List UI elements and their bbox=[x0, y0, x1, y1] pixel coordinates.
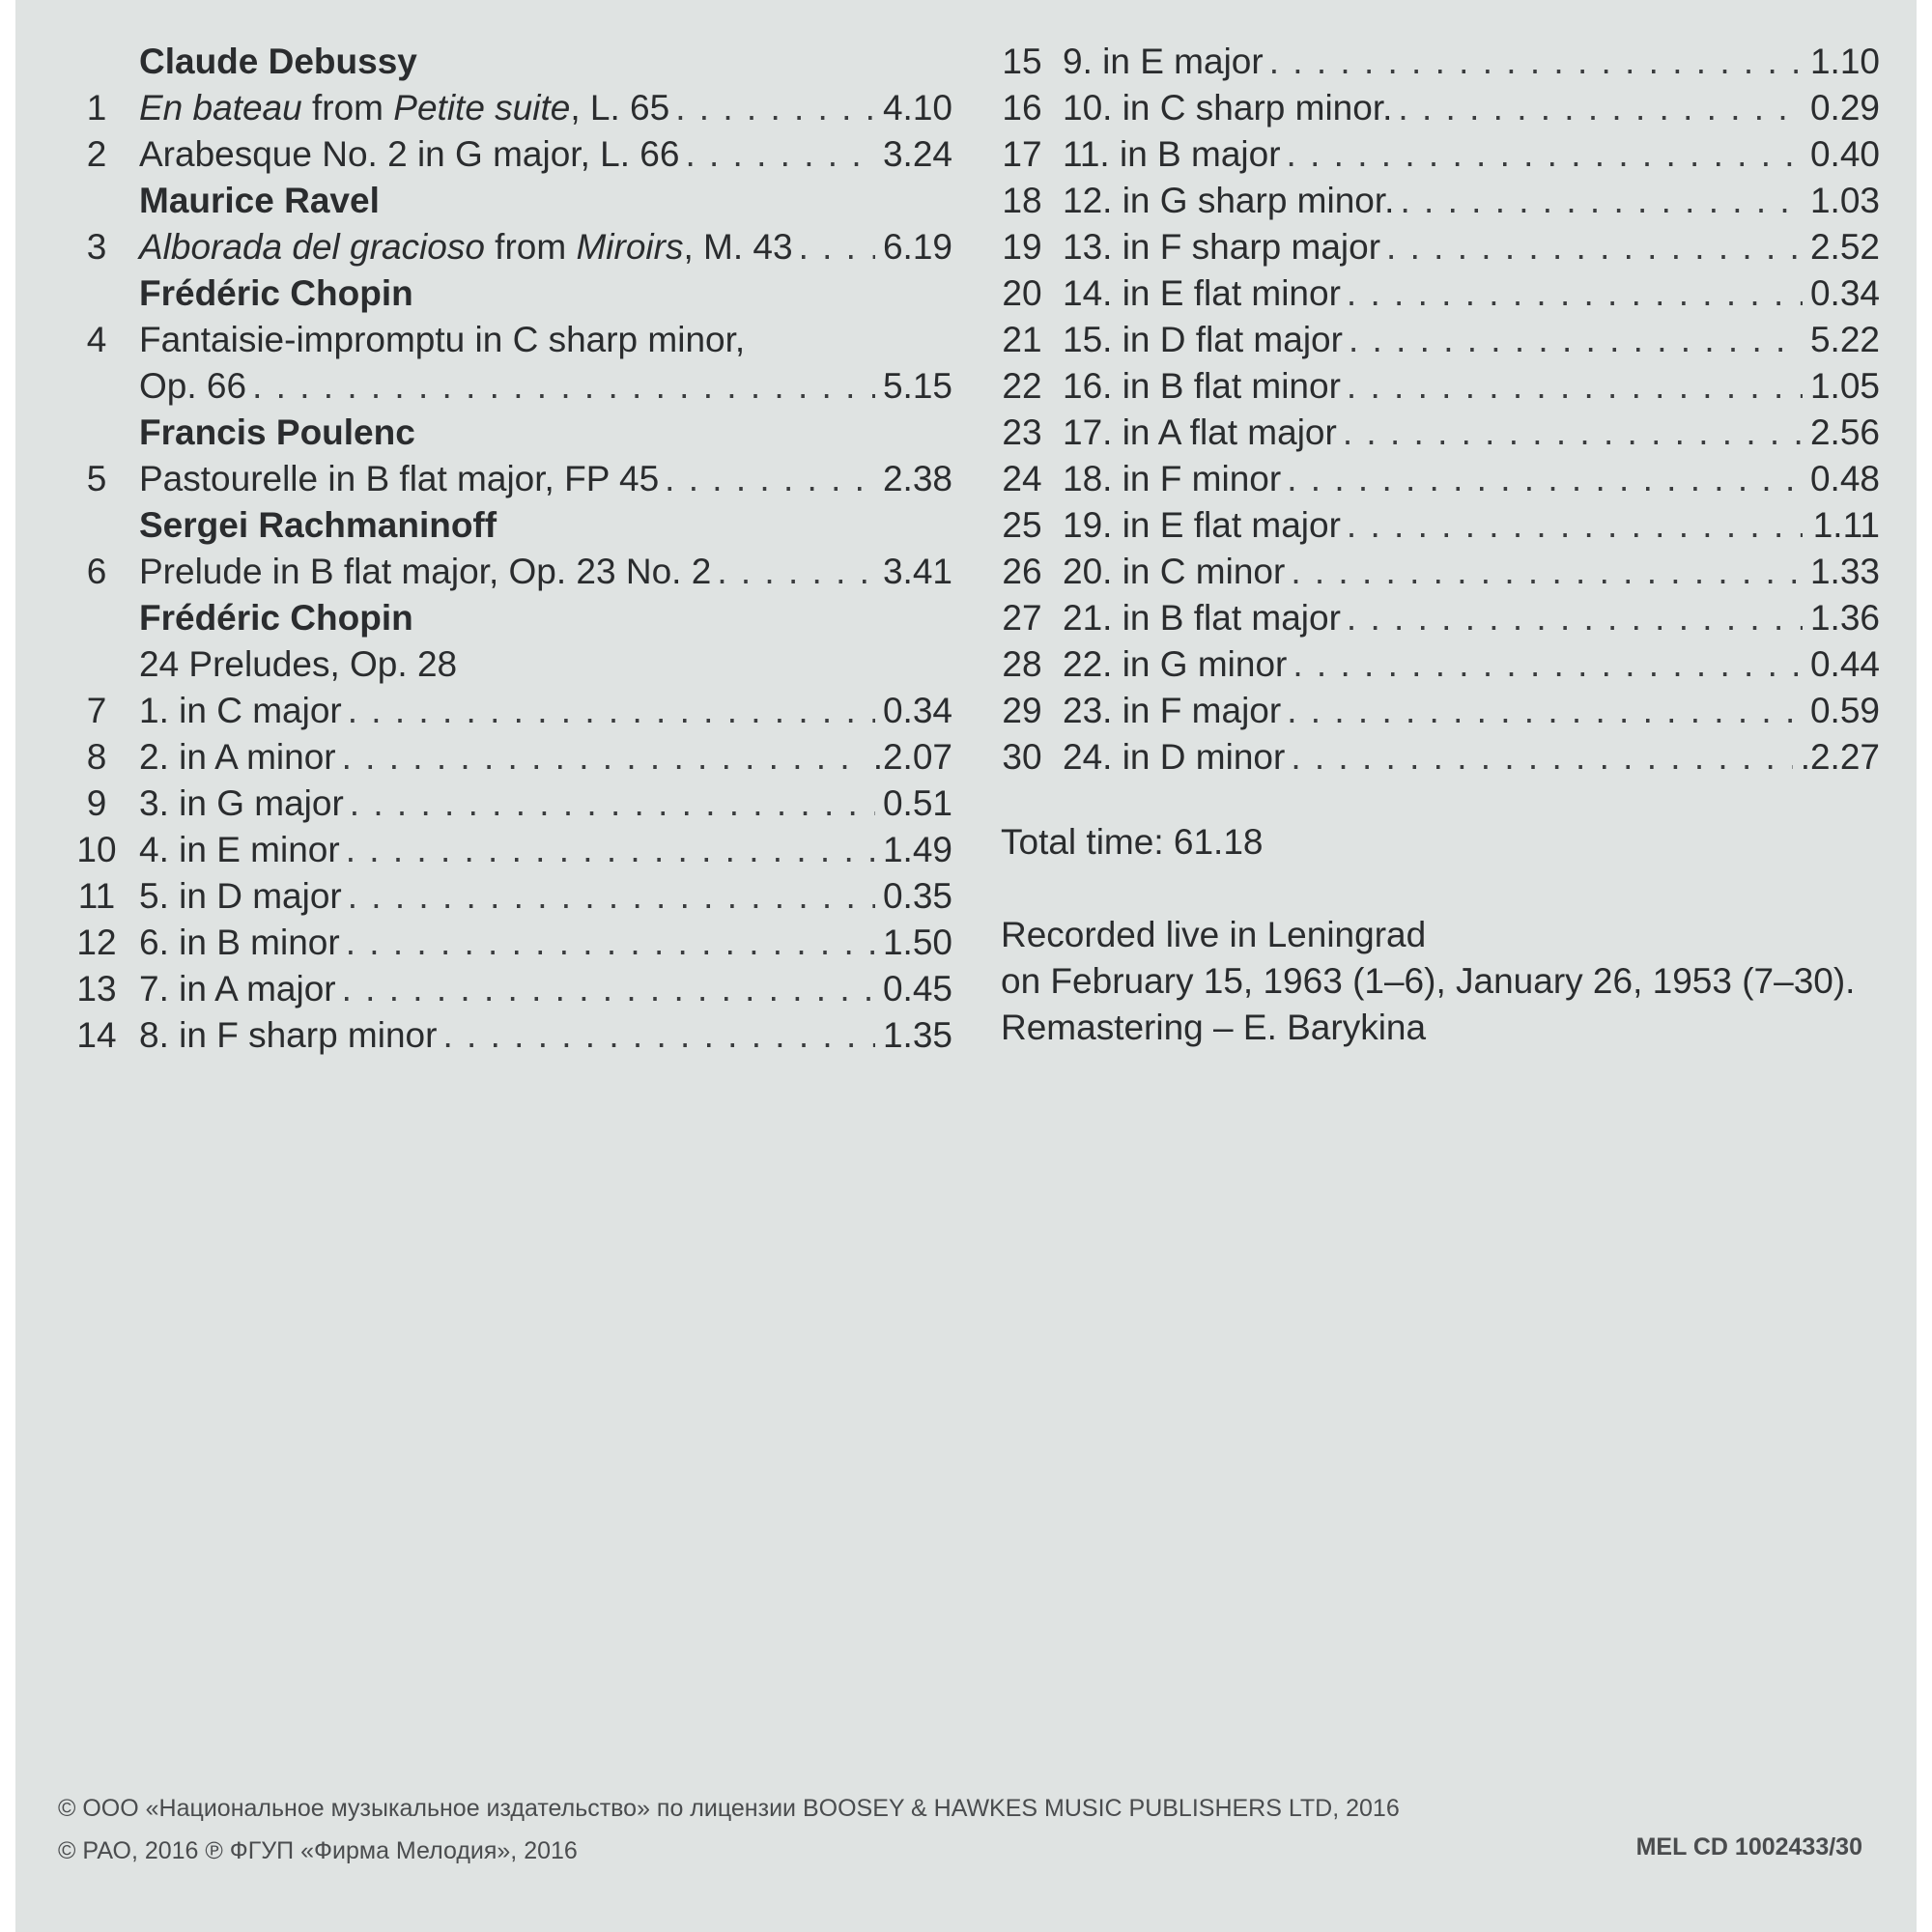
dot-leader bbox=[665, 456, 875, 502]
copyright-line-2: © РАО, 2016 ℗ ФГУП «Фирма Мелодия», 2016 bbox=[58, 1837, 578, 1864]
track-number: 15 bbox=[1002, 42, 1042, 81]
track-title-part: from bbox=[301, 88, 394, 128]
dot-leader bbox=[685, 131, 875, 178]
dot-leader bbox=[1269, 39, 1803, 85]
track-title bbox=[139, 317, 745, 363]
track-number: 18 bbox=[1002, 181, 1042, 220]
dot-leader bbox=[1293, 641, 1803, 688]
track-duration: .2.27 bbox=[1800, 737, 1880, 777]
track-row bbox=[54, 734, 952, 781]
dot-leader bbox=[1291, 734, 1792, 781]
track-duration: 0.59 bbox=[1809, 691, 1880, 730]
track-row bbox=[981, 688, 1880, 734]
track-number: 3 bbox=[86, 227, 107, 267]
track-title bbox=[1063, 641, 1287, 688]
track-title-part: 18. in F minor bbox=[1063, 459, 1282, 498]
track-title-part: 8. in F sharp minor bbox=[139, 1015, 438, 1055]
track-title bbox=[1063, 549, 1285, 595]
dot-leader bbox=[1287, 131, 1803, 178]
track-number: 8 bbox=[86, 737, 107, 777]
track-duration: 5.22 bbox=[1809, 320, 1880, 359]
track-row bbox=[981, 363, 1880, 410]
track-number: 10 bbox=[76, 830, 117, 869]
track-row bbox=[54, 688, 952, 734]
album-notes bbox=[1001, 819, 1918, 1051]
track-duration: 0.40 bbox=[1809, 134, 1880, 174]
track-duration: 0.51 bbox=[882, 783, 952, 823]
track-row bbox=[54, 1012, 952, 1059]
track-title-part: 16. in B flat minor bbox=[1063, 366, 1341, 406]
track-duration: 1.50 bbox=[882, 923, 952, 962]
track-duration: 5.15 bbox=[882, 366, 952, 406]
track-duration: 4.10 bbox=[882, 88, 952, 128]
track-title-part: 11. in B major bbox=[1063, 134, 1281, 174]
dot-leader bbox=[346, 920, 875, 966]
track-row bbox=[981, 85, 1880, 131]
dot-leader bbox=[1398, 85, 1803, 131]
track-title-part: 12. in G sharp minor. bbox=[1063, 181, 1395, 220]
track-row bbox=[54, 827, 952, 873]
track-title-part: 24. in D minor bbox=[1063, 737, 1286, 777]
track-title-part: 17. in A flat major bbox=[1063, 412, 1337, 452]
track-number: 2 bbox=[86, 134, 107, 174]
track-title-part: 10. in C sharp minor. bbox=[1063, 88, 1393, 128]
track-number: 23 bbox=[1002, 412, 1042, 452]
track-title-part: 15. in D flat major bbox=[1063, 320, 1343, 359]
dot-leader bbox=[342, 966, 875, 1012]
track-duration: 1.05 bbox=[1809, 366, 1880, 406]
track-title bbox=[139, 641, 457, 688]
recording-dates: on February 15, 1963 (1–6), January 26, 1953 (7–30). bbox=[1001, 961, 1856, 1001]
track-title-part: 14. in E flat minor bbox=[1063, 273, 1341, 313]
track-title-part: Prelude in B flat major, Op. 23 No. 2 bbox=[139, 552, 712, 591]
track-title-part: Alborada del gracioso bbox=[139, 227, 485, 267]
track-number: 28 bbox=[1002, 644, 1042, 684]
track-title-part: from bbox=[484, 227, 577, 267]
dot-leader bbox=[1287, 688, 1803, 734]
track-row bbox=[54, 641, 952, 688]
track-title bbox=[139, 920, 340, 966]
track-title-part: 22. in G minor bbox=[1063, 644, 1288, 684]
composer-heading bbox=[54, 270, 952, 317]
track-title bbox=[1063, 688, 1281, 734]
track-title bbox=[139, 781, 344, 827]
track-title-part: 1. in C major bbox=[139, 691, 342, 730]
track-number: 17 bbox=[1002, 134, 1042, 174]
track-title bbox=[139, 131, 679, 178]
track-title bbox=[1063, 131, 1281, 178]
dot-leader bbox=[1347, 502, 1803, 549]
track-row bbox=[981, 641, 1880, 688]
track-duration: 0.45 bbox=[882, 969, 952, 1009]
track-title bbox=[1063, 410, 1337, 456]
track-number: 16 bbox=[1002, 88, 1042, 128]
track-title bbox=[1063, 317, 1343, 363]
track-number: 22 bbox=[1002, 366, 1042, 406]
track-title bbox=[139, 827, 340, 873]
track-duration: 1.10 bbox=[1809, 42, 1880, 81]
track-number: 9 bbox=[86, 783, 107, 823]
track-number: 13 bbox=[76, 969, 117, 1009]
track-row bbox=[981, 595, 1880, 641]
track-number: 24 bbox=[1002, 459, 1042, 498]
dot-leader bbox=[342, 734, 866, 781]
dot-leader bbox=[1347, 363, 1803, 410]
dot-leader bbox=[1349, 317, 1803, 363]
composer-name: Frédéric Chopin bbox=[139, 273, 413, 313]
track-title bbox=[139, 966, 336, 1012]
track-row bbox=[54, 966, 952, 1012]
track-row bbox=[981, 131, 1880, 178]
track-duration: 1.11 bbox=[1812, 505, 1880, 545]
track-duration: 0.44 bbox=[1809, 644, 1880, 684]
dot-leader bbox=[717, 549, 875, 595]
track-title bbox=[1063, 178, 1394, 224]
composer-heading bbox=[54, 502, 952, 549]
track-title bbox=[139, 224, 793, 270]
track-row bbox=[981, 178, 1880, 224]
track-row bbox=[981, 734, 1880, 781]
track-number: 7 bbox=[86, 691, 107, 730]
track-title-part: 7. in A major bbox=[139, 969, 336, 1009]
composer-name: Claude Debussy bbox=[139, 42, 417, 81]
track-title bbox=[1063, 734, 1285, 781]
track-number: 26 bbox=[1002, 552, 1042, 591]
track-number: 1 bbox=[86, 88, 107, 128]
track-title-part: En bateau bbox=[139, 88, 302, 128]
composer-name: Sergei Rachmaninoff bbox=[139, 505, 497, 545]
composer-name: Francis Poulenc bbox=[139, 412, 415, 452]
composer-heading bbox=[54, 410, 952, 456]
track-row bbox=[981, 317, 1880, 363]
track-number: 30 bbox=[1002, 737, 1042, 777]
track-title-part: 2. in A minor bbox=[139, 737, 336, 777]
track-title bbox=[139, 456, 659, 502]
track-number: 12 bbox=[76, 923, 117, 962]
dot-leader bbox=[442, 1012, 875, 1059]
track-number: 19 bbox=[1002, 227, 1042, 267]
track-title bbox=[1063, 39, 1264, 85]
track-duration: 1.49 bbox=[882, 830, 952, 869]
composer-heading bbox=[54, 39, 952, 85]
track-number: 6 bbox=[86, 552, 107, 591]
dot-leader bbox=[1347, 270, 1803, 317]
dot-leader bbox=[1291, 549, 1803, 595]
booklet-page bbox=[15, 0, 1917, 1932]
track-number: 21 bbox=[1002, 320, 1042, 359]
composer-heading bbox=[54, 178, 952, 224]
track-row bbox=[981, 456, 1880, 502]
track-title bbox=[1063, 224, 1380, 270]
track-number: 25 bbox=[1002, 505, 1042, 545]
track-title-part: Petite suite bbox=[393, 88, 571, 128]
track-duration: 0.34 bbox=[1809, 273, 1880, 313]
track-title-part: 19. in E flat major bbox=[1063, 505, 1341, 545]
track-duration: .2.07 bbox=[872, 737, 952, 777]
track-title-part: , M. 43 bbox=[683, 227, 793, 267]
track-title bbox=[1063, 595, 1341, 641]
dot-leader bbox=[1347, 595, 1803, 641]
track-duration: 1.35 bbox=[882, 1015, 952, 1055]
track-duration: 1.33 bbox=[1809, 552, 1880, 591]
track-title bbox=[139, 549, 711, 595]
track-title bbox=[139, 873, 342, 920]
dot-leader bbox=[1386, 224, 1803, 270]
composer-name: Frédéric Chopin bbox=[139, 598, 413, 638]
track-title-part: Fantaisie-impromptu in C sharp minor, bbox=[139, 320, 746, 359]
dot-leader bbox=[252, 363, 875, 410]
track-title-part: Miroirs bbox=[576, 227, 684, 267]
track-row bbox=[54, 363, 952, 410]
track-title bbox=[139, 363, 246, 410]
track-title-part: 24 Preludes, Op. 28 bbox=[139, 644, 458, 684]
track-title-part: 3. in G major bbox=[139, 783, 344, 823]
track-duration: 0.48 bbox=[1809, 459, 1880, 498]
total-time: Total time: 61.18 bbox=[1001, 822, 1264, 862]
track-number: 20 bbox=[1002, 273, 1042, 313]
track-duration: 0.35 bbox=[882, 876, 952, 916]
track-title-part: , L. 65 bbox=[570, 88, 670, 128]
track-row bbox=[54, 131, 952, 178]
track-duration: 0.29 bbox=[1809, 88, 1880, 128]
dot-leader bbox=[1400, 178, 1803, 224]
track-duration: 3.24 bbox=[882, 134, 952, 174]
remastering-credit: Remastering – E. Barykina bbox=[1001, 1008, 1427, 1047]
tracklist-right-column bbox=[981, 39, 1880, 781]
track-row bbox=[54, 549, 952, 595]
dot-leader bbox=[346, 827, 875, 873]
track-title-part: 9. in E major bbox=[1063, 42, 1264, 81]
dot-leader bbox=[675, 85, 875, 131]
track-title-part: 5. in D major bbox=[139, 876, 342, 916]
track-row bbox=[54, 873, 952, 920]
track-duration: 1.36 bbox=[1809, 598, 1880, 638]
track-row bbox=[981, 39, 1880, 85]
track-title bbox=[139, 85, 669, 131]
track-title bbox=[1063, 363, 1341, 410]
track-duration: 0.34 bbox=[882, 691, 952, 730]
track-row bbox=[54, 317, 952, 363]
dot-leader bbox=[1343, 410, 1803, 456]
track-row bbox=[981, 270, 1880, 317]
track-row bbox=[54, 920, 952, 966]
track-title bbox=[1063, 456, 1281, 502]
track-title-part: 21. in B flat major bbox=[1063, 598, 1341, 638]
composer-name: Maurice Ravel bbox=[139, 181, 380, 220]
recording-location: Recorded live in Leningrad bbox=[1001, 915, 1427, 954]
track-row bbox=[54, 781, 952, 827]
track-title bbox=[1063, 85, 1392, 131]
track-number: 5 bbox=[86, 459, 107, 498]
catalog-number: MEL CD 1002433/30 bbox=[1635, 1833, 1862, 1861]
dot-leader bbox=[348, 873, 875, 920]
track-row bbox=[981, 410, 1880, 456]
track-title bbox=[139, 1012, 437, 1059]
track-row bbox=[54, 85, 952, 131]
dot-leader bbox=[1287, 456, 1803, 502]
track-title-part: 20. in C minor bbox=[1063, 552, 1286, 591]
track-number: 4 bbox=[86, 320, 107, 359]
track-title-part: Pastourelle in B flat major, FP 45 bbox=[139, 459, 660, 498]
track-duration: 1.03 bbox=[1809, 181, 1880, 220]
track-row bbox=[54, 456, 952, 502]
track-title bbox=[1063, 502, 1341, 549]
track-title-part: 23. in F major bbox=[1063, 691, 1282, 730]
track-title-part: 13. in F sharp major bbox=[1063, 227, 1381, 267]
track-title bbox=[139, 688, 342, 734]
track-duration: 2.52 bbox=[1809, 227, 1880, 267]
track-number: 14 bbox=[76, 1015, 117, 1055]
track-duration: 3.41 bbox=[882, 552, 952, 591]
copyright-line-1: © ООО «Национальное музыкальное издательство» по лицензии BOOSEY & HAWKES MUSIC PUBLISHERS LTD, 2016 bbox=[58, 1795, 1400, 1822]
track-row bbox=[54, 224, 952, 270]
track-duration: 6.19 bbox=[882, 227, 952, 267]
dot-leader bbox=[799, 224, 875, 270]
track-number: 11 bbox=[77, 876, 116, 916]
track-row bbox=[981, 549, 1880, 595]
track-title bbox=[1063, 270, 1341, 317]
track-title bbox=[139, 734, 336, 781]
track-number: 27 bbox=[1002, 598, 1042, 638]
track-title-part: 6. in B minor bbox=[139, 923, 340, 962]
track-title-part: Arabesque No. 2 in G major, L. 66 bbox=[139, 134, 680, 174]
dot-leader bbox=[348, 688, 875, 734]
tracklist-left-column bbox=[54, 39, 952, 1059]
track-row bbox=[981, 224, 1880, 270]
track-title-part: Op. 66 bbox=[139, 366, 247, 406]
dot-leader bbox=[350, 781, 875, 827]
track-duration: 2.38 bbox=[882, 459, 952, 498]
track-duration: 2.56 bbox=[1809, 412, 1880, 452]
track-title-part: 4. in E minor bbox=[139, 830, 340, 869]
track-row bbox=[981, 502, 1880, 549]
composer-heading bbox=[54, 595, 952, 641]
track-number: 29 bbox=[1002, 691, 1042, 730]
